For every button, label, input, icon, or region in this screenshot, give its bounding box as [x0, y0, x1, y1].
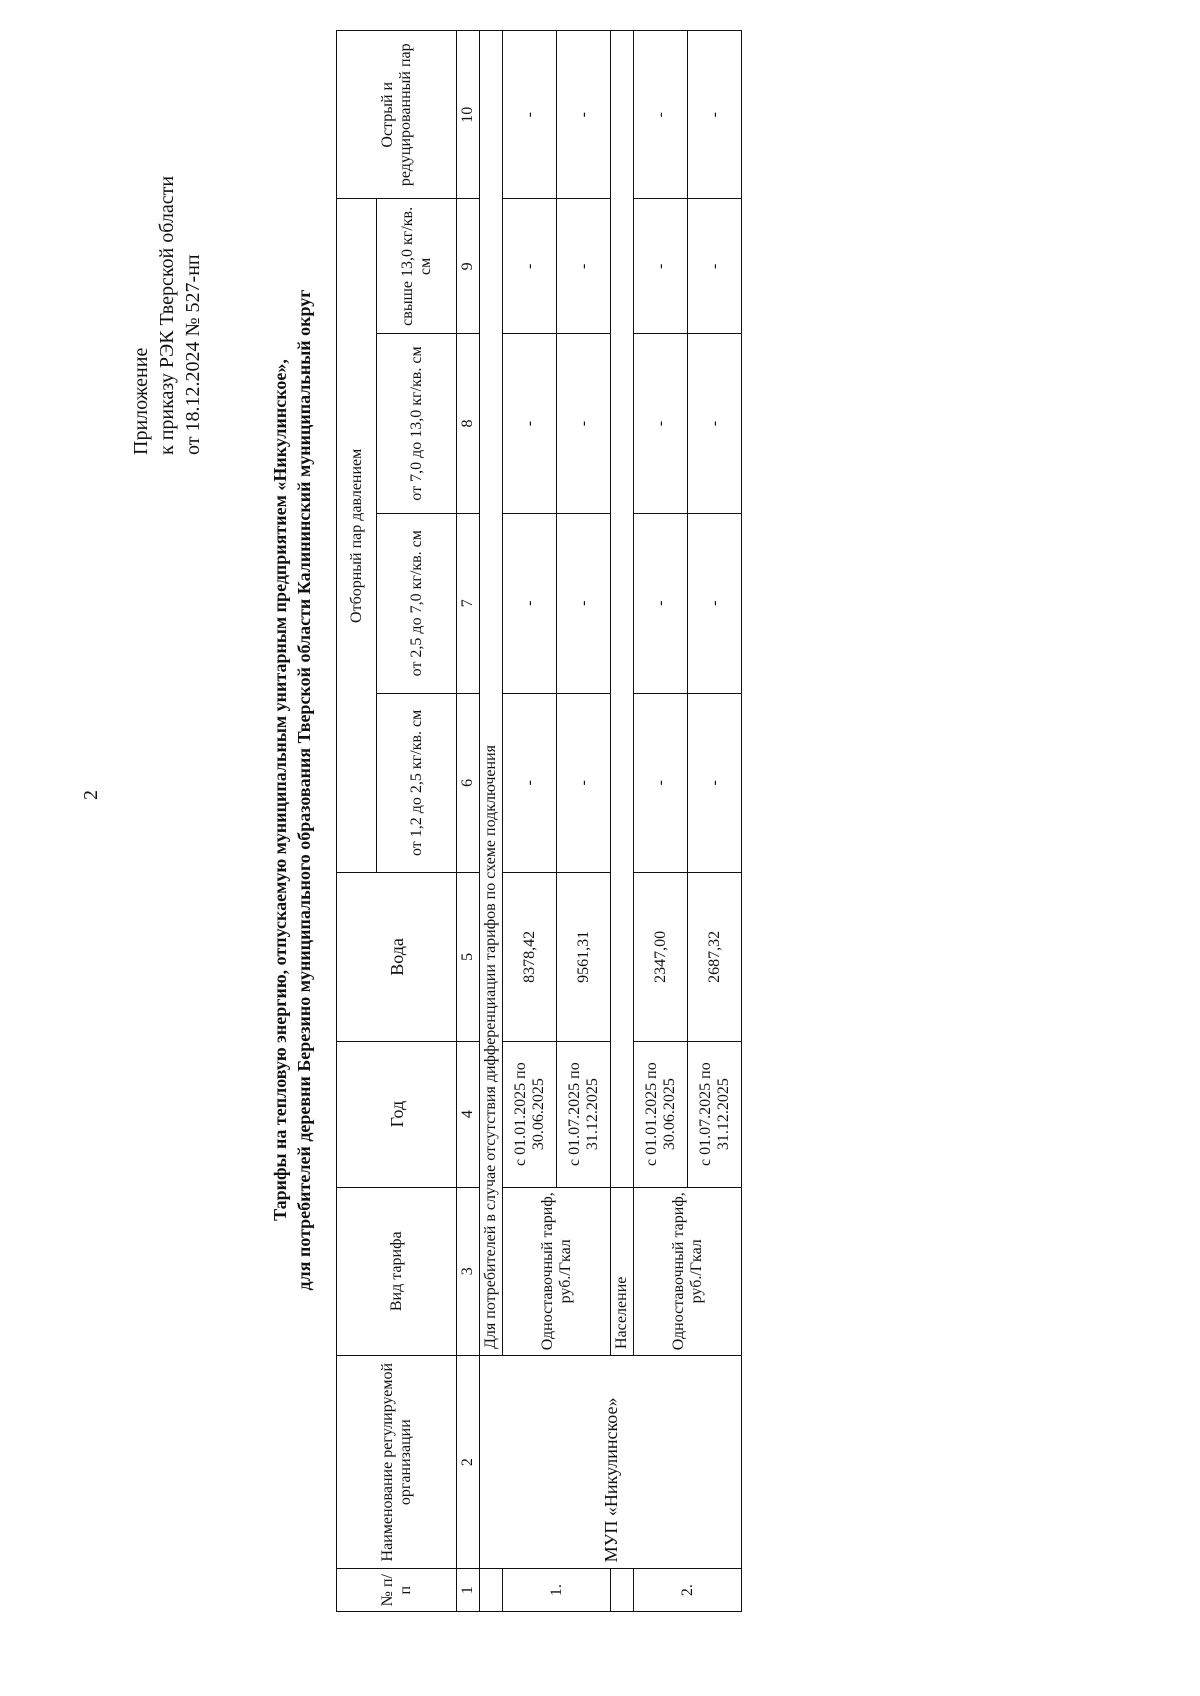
header-year: Год — [337, 1041, 457, 1187]
header-pressure-3: от 7,0 до 13,0 кг/кв. см — [377, 334, 457, 514]
header-selected-steam: Отборный пар давлением — [337, 199, 377, 873]
header-pressure-1: от 1,2 до 2,5 кг/кв. см — [377, 693, 457, 873]
col-number: 3 — [457, 1187, 480, 1355]
appendix-block — [128, 176, 206, 455]
period: с 01.01.2025 по 30.06.2025 — [503, 1041, 557, 1187]
header-water: Вода — [337, 873, 457, 1041]
water-value: 9561,31 — [557, 873, 611, 1041]
p1-value: - — [503, 693, 557, 873]
col-number: 2 — [457, 1356, 480, 1569]
appendix-line-2: к приказу РЭК Тверской области — [156, 175, 178, 455]
p4-value: - — [688, 199, 742, 334]
row-num: 1. — [503, 1569, 611, 1612]
tariff-table — [336, 30, 742, 1612]
p2-value: - — [688, 513, 742, 693]
col-number: 4 — [457, 1041, 480, 1187]
p4-value: - — [503, 199, 557, 334]
col-number: 6 — [457, 693, 480, 873]
section-title: Население — [611, 1187, 634, 1355]
header-pressure-2: от 2,5 до 7,0 кг/кв. см — [377, 513, 457, 693]
p3-value: - — [634, 334, 688, 514]
p1-value: - — [688, 693, 742, 873]
title-line-2: для потребителей деревни Березино муниципального образования Тверской области Калининский муниципальный округ — [294, 289, 314, 1291]
water-value: 2347,00 — [634, 873, 688, 1041]
p2-value: - — [503, 513, 557, 693]
water-value: 2687,32 — [688, 873, 742, 1041]
p2-value: - — [557, 513, 611, 693]
sharp-value: - — [634, 31, 688, 199]
p1-value: - — [634, 693, 688, 873]
period: с 01.01.2025 по 30.06.2025 — [634, 1041, 688, 1187]
section-title: Для потребителей в случае отсутствия дифференциации тарифов по схеме подключения — [480, 31, 503, 1356]
section-spacer — [480, 1569, 503, 1612]
col-number: 10 — [457, 31, 480, 199]
col-number: 9 — [457, 199, 480, 334]
header-num: № п/п — [337, 1569, 457, 1612]
document-title — [268, 200, 316, 1380]
p2-value: - — [634, 513, 688, 693]
column-number-row — [457, 31, 480, 1612]
p4-value: - — [557, 199, 611, 334]
title-line-1: Тарифы на тепловую энергию, отпускаемую муниципальным унитарным предприятием «Никулинское», — [270, 359, 290, 1221]
p3-value: - — [688, 334, 742, 514]
sharp-value: - — [688, 31, 742, 199]
p3-value: - — [557, 334, 611, 514]
p1-value: - — [557, 693, 611, 873]
col-number: 8 — [457, 334, 480, 514]
section-title-rest — [611, 31, 634, 1188]
water-value: 8378,42 — [503, 873, 557, 1041]
period: с 01.07.2025 по 31.12.2025 — [688, 1041, 742, 1187]
tariff-type: Одноставочный тариф, руб./Гкал — [634, 1187, 742, 1355]
appendix-line-1: Приложение — [130, 347, 152, 455]
sharp-value: - — [503, 31, 557, 199]
header-org: Наименование регулируемой организации — [337, 1356, 457, 1569]
tariff-table-wrapper — [336, 30, 732, 1612]
col-number: 1 — [457, 1569, 480, 1612]
col-number: 5 — [457, 873, 480, 1041]
section-title-row — [480, 31, 503, 1612]
tariff-type: Одноставочный тариф, руб./Гкал — [503, 1187, 611, 1355]
header-tariff-type: Вид тарифа — [337, 1187, 457, 1355]
org-name: МУП «Никулинское» — [480, 1356, 742, 1569]
col-number: 7 — [457, 513, 480, 693]
header-sharp-steam: Острый и редуцированный пар — [337, 31, 457, 199]
period: с 01.07.2025 по 31.12.2025 — [557, 1041, 611, 1187]
section-spacer — [611, 1569, 634, 1612]
header-row-1 — [337, 31, 377, 1612]
header-pressure-4: свыше 13,0 кг/кв. см — [377, 199, 457, 334]
row-num: 2. — [634, 1569, 742, 1612]
sharp-value: - — [557, 31, 611, 199]
page-number: 2 — [80, 790, 102, 800]
p3-value: - — [503, 334, 557, 514]
p4-value: - — [634, 199, 688, 334]
appendix-line-3: от 18.12.2024 № 527-нп — [182, 254, 204, 455]
